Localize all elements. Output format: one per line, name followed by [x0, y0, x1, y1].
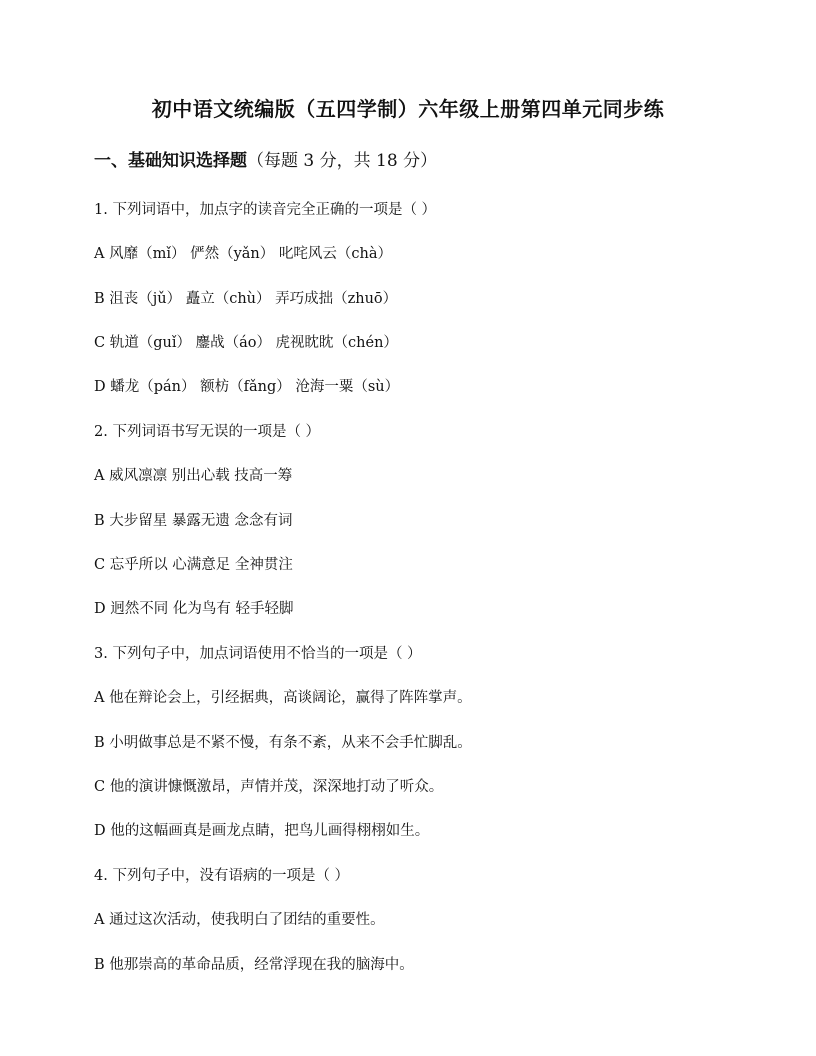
question-4-option-a: A 通过这次活动，使我明白了团结的重要性。 — [94, 912, 385, 928]
question-2-option-a: A 威风凛凛 别出心载 技高一筹 — [94, 468, 293, 484]
question-4-option-b: B 他那崇高的革命品质，经常浮现在我的脑海中。 — [94, 957, 414, 973]
section-heading-note: （每题 3 分，共 18 分） — [247, 151, 438, 171]
question-2-stem: 2. 下列词语书写无误的一项是（ ） — [94, 424, 321, 440]
question-3-stem: 3. 下列句子中，加点词语使用不恰当的一项是（ ） — [94, 646, 422, 662]
question-2-option-c: C 忘乎所以 心满意足 全神贯注 — [94, 557, 293, 573]
question-3-option-d: D 他的这幅画真是画龙点睛，把鸟儿画得栩栩如生。 — [94, 823, 430, 839]
question-3-option-a: A 他在辩论会上，引经据典，高谈阔论，赢得了阵阵掌声。 — [94, 690, 472, 706]
document-title: 初中语文统编版（五四学制）六年级上册第四单元同步练 — [151, 97, 665, 121]
question-4-stem: 4. 下列句子中，没有语病的一项是（ ） — [94, 868, 350, 884]
question-2-option-b: B 大步留星 暴露无遗 念念有词 — [94, 513, 293, 529]
question-1-option-a: A 风靡（mǐ） 俨然（yǎn） 叱咤风云（chà） — [94, 246, 392, 262]
question-3-option-b: B 小明做事总是不紧不慢，有条不紊，从来不会手忙脚乱。 — [94, 735, 472, 751]
question-1-option-d: D 蟠龙（pán） 额枋（fǎng） 沧海一粟（sù） — [94, 379, 400, 395]
question-2-option-d: D 迥然不同 化为鸟有 轻手轻脚 — [94, 601, 294, 617]
section-heading — [94, 149, 437, 173]
question-1-option-c: C 轨道（guǐ） 鏖战（áo） 虎视眈眈（chén） — [94, 335, 398, 351]
question-1-stem: 1. 下列词语中，加点字的读音完全正确的一项是（ ） — [94, 202, 437, 218]
question-1-option-b: B 沮丧（jǔ） 矗立（chù） 弄巧成拙（zhuō） — [94, 291, 398, 307]
section-heading-label: 一、基础知识选择题 — [94, 151, 247, 171]
question-3-option-c: C 他的演讲慷慨激昂，声情并茂，深深地打动了听众。 — [94, 779, 444, 795]
